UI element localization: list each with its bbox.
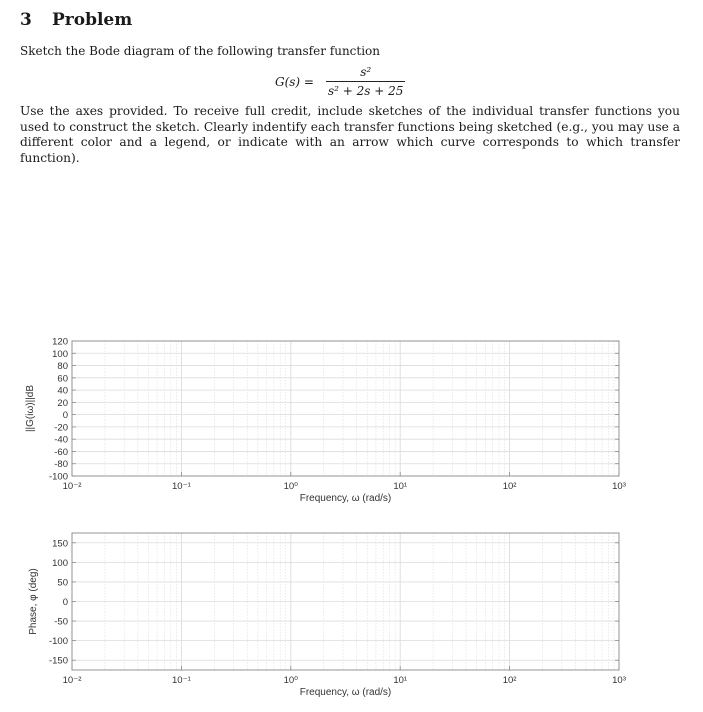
- equation-lhs: G(s) =: [275, 74, 314, 89]
- x-tick-label: 10¹: [393, 481, 408, 492]
- y-tick-label: 100: [52, 557, 68, 569]
- x-tick-label: 10²: [502, 481, 517, 492]
- y-tick-label: -100: [48, 636, 68, 648]
- x-axis-label: Frequency, ω (rad/s): [299, 687, 392, 698]
- x-tick-label: 10¹: [393, 675, 408, 686]
- section-number: 3: [20, 10, 32, 30]
- equation-denominator: s² + 2s + 25: [326, 81, 405, 98]
- y-tick-label: 50: [57, 577, 68, 589]
- x-tick-label: 10⁻¹: [172, 481, 191, 492]
- x-tick-label: 10³: [612, 481, 626, 492]
- x-tick-label: 10²: [502, 675, 517, 686]
- y-tick-label: -20: [54, 422, 68, 434]
- plot-frame: [72, 341, 619, 476]
- y-tick-label: -100: [48, 471, 68, 483]
- y-tick-label: 150: [52, 538, 68, 550]
- x-axis-label: Frequency, ω (rad/s): [299, 493, 392, 504]
- y-tick-label: 20: [57, 397, 68, 409]
- transfer-function-equation: [275, 65, 405, 98]
- instructions-paragraph: Use the axes provided. To receive full credit, include sketches of the individual transfer functions you used to construct the sketch. Clearly indentify each transfer functions being sketched (e.g., you may use a different color and a legend, or indicate with an arrow which curve corresponds to which transfer function).: [20, 104, 680, 165]
- phase-plot[interactable]: [0, 525, 703, 705]
- y-tick-label: -60: [54, 446, 68, 458]
- y-tick-label: -80: [54, 459, 68, 471]
- section-heading: [20, 10, 132, 30]
- x-tick-label: 10⁻¹: [172, 675, 191, 686]
- y-axis-label: Phase, φ (deg): [28, 568, 39, 635]
- intro-text: Sketch the Bode diagram of the following transfer function: [20, 44, 380, 58]
- x-tick-label: 10³: [612, 675, 626, 686]
- y-tick-label: 80: [57, 361, 68, 373]
- x-tick-label: 10⁰: [283, 481, 298, 492]
- y-tick-label: 0: [62, 597, 68, 608]
- x-tick-label: 10⁻²: [62, 675, 82, 686]
- equation-fraction: [326, 65, 405, 98]
- equation-numerator: s²: [360, 65, 372, 79]
- y-tick-label: 100: [52, 348, 68, 360]
- y-tick-label: 40: [57, 385, 68, 397]
- section-title: Problem: [52, 10, 133, 30]
- y-tick-label: 0: [62, 410, 68, 422]
- magnitude-plot[interactable]: [0, 335, 703, 540]
- y-axis-label: ||G(iω)||dB: [25, 384, 36, 433]
- y-tick-label: -150: [48, 655, 68, 667]
- x-tick-label: 10⁰: [283, 675, 298, 686]
- y-tick-label: -50: [54, 616, 68, 628]
- y-tick-label: 60: [57, 373, 68, 385]
- y-tick-label: 120: [52, 336, 68, 348]
- y-tick-label: -40: [54, 434, 68, 446]
- x-tick-label: 10⁻²: [62, 481, 82, 492]
